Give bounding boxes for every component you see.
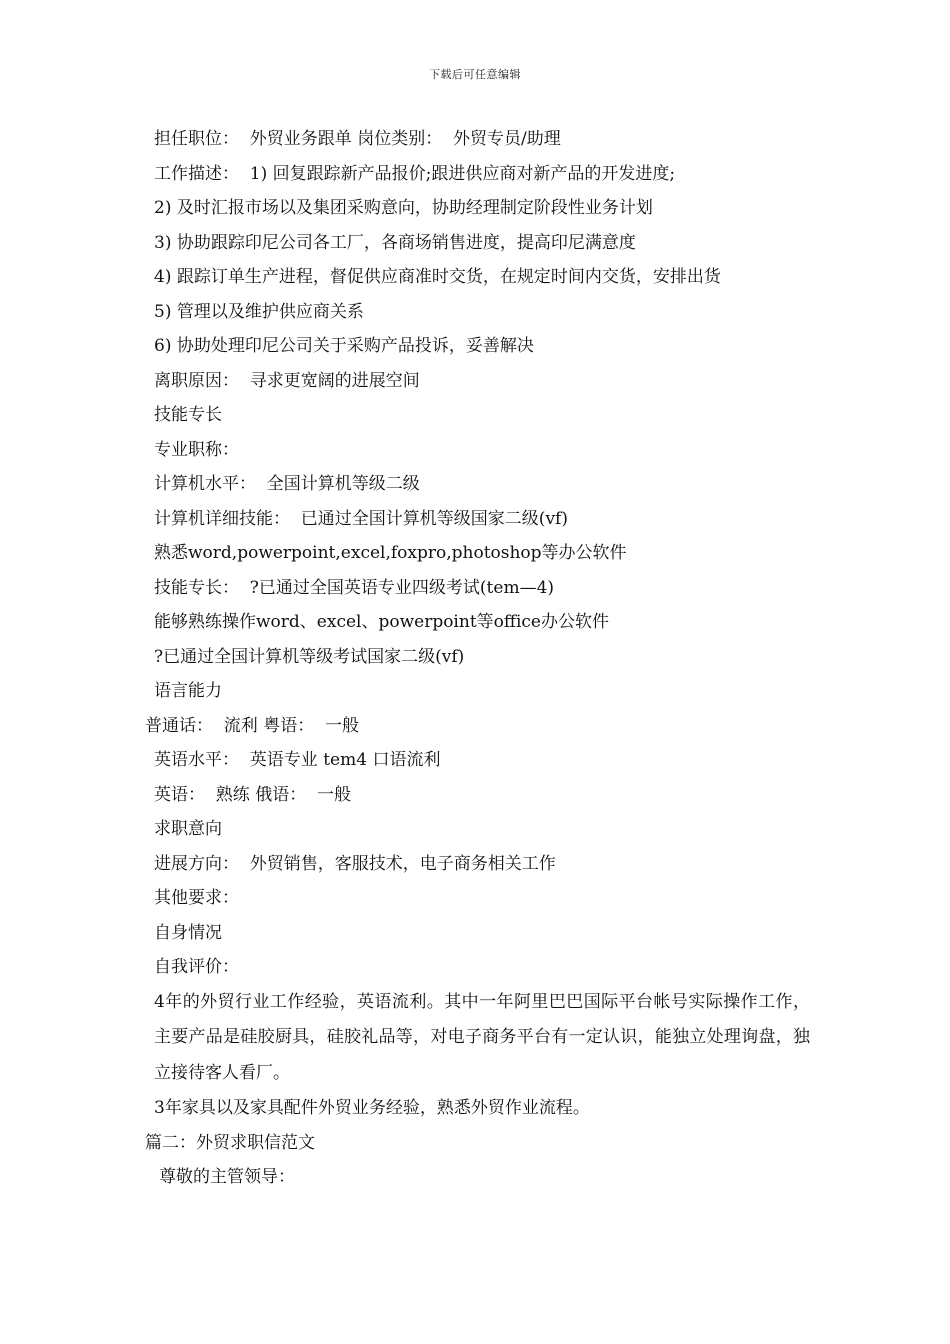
text-line: 其他要求：: [154, 888, 239, 908]
text-line: ?已通过全国计算机等级考试国家二级(vf): [154, 646, 465, 667]
text-line: 3) 协助跟踪印尼公司各工厂，各商场销售进度，提高印尼满意度: [154, 232, 636, 253]
document-body: [145, 122, 810, 1195]
text-line: 英语水平： 英语专业 tem4 口语流利: [154, 750, 441, 770]
text-line: 计算机水平： 全国计算机等级二级: [154, 474, 420, 494]
text-line: 6) 协助处理印尼公司关于采购产品投诉，妥善解决: [154, 336, 534, 356]
text-line: 担任职位： 外贸业务跟单 岗位类别： 外贸专员/助理: [154, 129, 561, 149]
text-line: 进展方向： 外贸销售，客服技术，电子商务相关工作: [154, 853, 556, 874]
section-title: 篇二：外贸求职信范文: [145, 1132, 315, 1153]
text-line: 自我评价：: [154, 957, 239, 977]
text-line: 4) 跟踪订单生产进程，督促供应商准时交货，在规定时间内交货，安排出货: [154, 267, 721, 287]
text-line: 普通话： 流利 粤语： 一般: [145, 715, 360, 736]
text-line: 离职原因： 寻求更宽阔的进展空间: [154, 370, 420, 391]
section-heading: 技能专长: [154, 405, 222, 425]
text-line: 工作描述： 1) 回复跟踪新产品报价;跟进供应商对新产品的开发进度;: [154, 163, 676, 184]
text-line: 2) 及时汇报市场以及集团采购意向，协助经理制定阶段性业务计划: [154, 198, 653, 218]
text-line: 5) 管理以及维护供应商关系: [154, 301, 364, 322]
text-line: 计算机详细技能： 已通过全国计算机等级国家二级(vf): [154, 508, 568, 529]
page-header: 下载后可任意编辑: [429, 68, 521, 81]
text-line: 技能专长： ?已通过全国英语专业四级考试(tem—4): [154, 577, 555, 598]
text-line: 英语： 熟练 俄语： 一般: [154, 784, 352, 805]
paragraph: 4年的外贸行业工作经验，英语流利。其中一年阿里巴巴国际平台帐号实际操作工作，主要产品是硅胶厨具，硅胶礼品等，对电子商务平台有一定认识，能独立处理询盘，独立接待客人看厂。: [154, 991, 810, 1083]
text-line: 能够熟练操作word、excel、powerpoint等office办公软件: [154, 612, 609, 632]
text-line: 熟悉word,powerpoint,excel,foxpro,photoshop等办公软件: [154, 543, 627, 563]
text-line: 专业职称：: [154, 439, 239, 460]
salutation: 尊敬的主管领导：: [159, 1167, 295, 1187]
section-heading: 自身情况: [154, 922, 222, 943]
section-heading: 求职意向: [154, 819, 222, 839]
paragraph: 3年家具以及家具配件外贸业务经验，熟悉外贸作业流程。: [154, 1098, 590, 1118]
section-heading: 语言能力: [154, 681, 222, 701]
